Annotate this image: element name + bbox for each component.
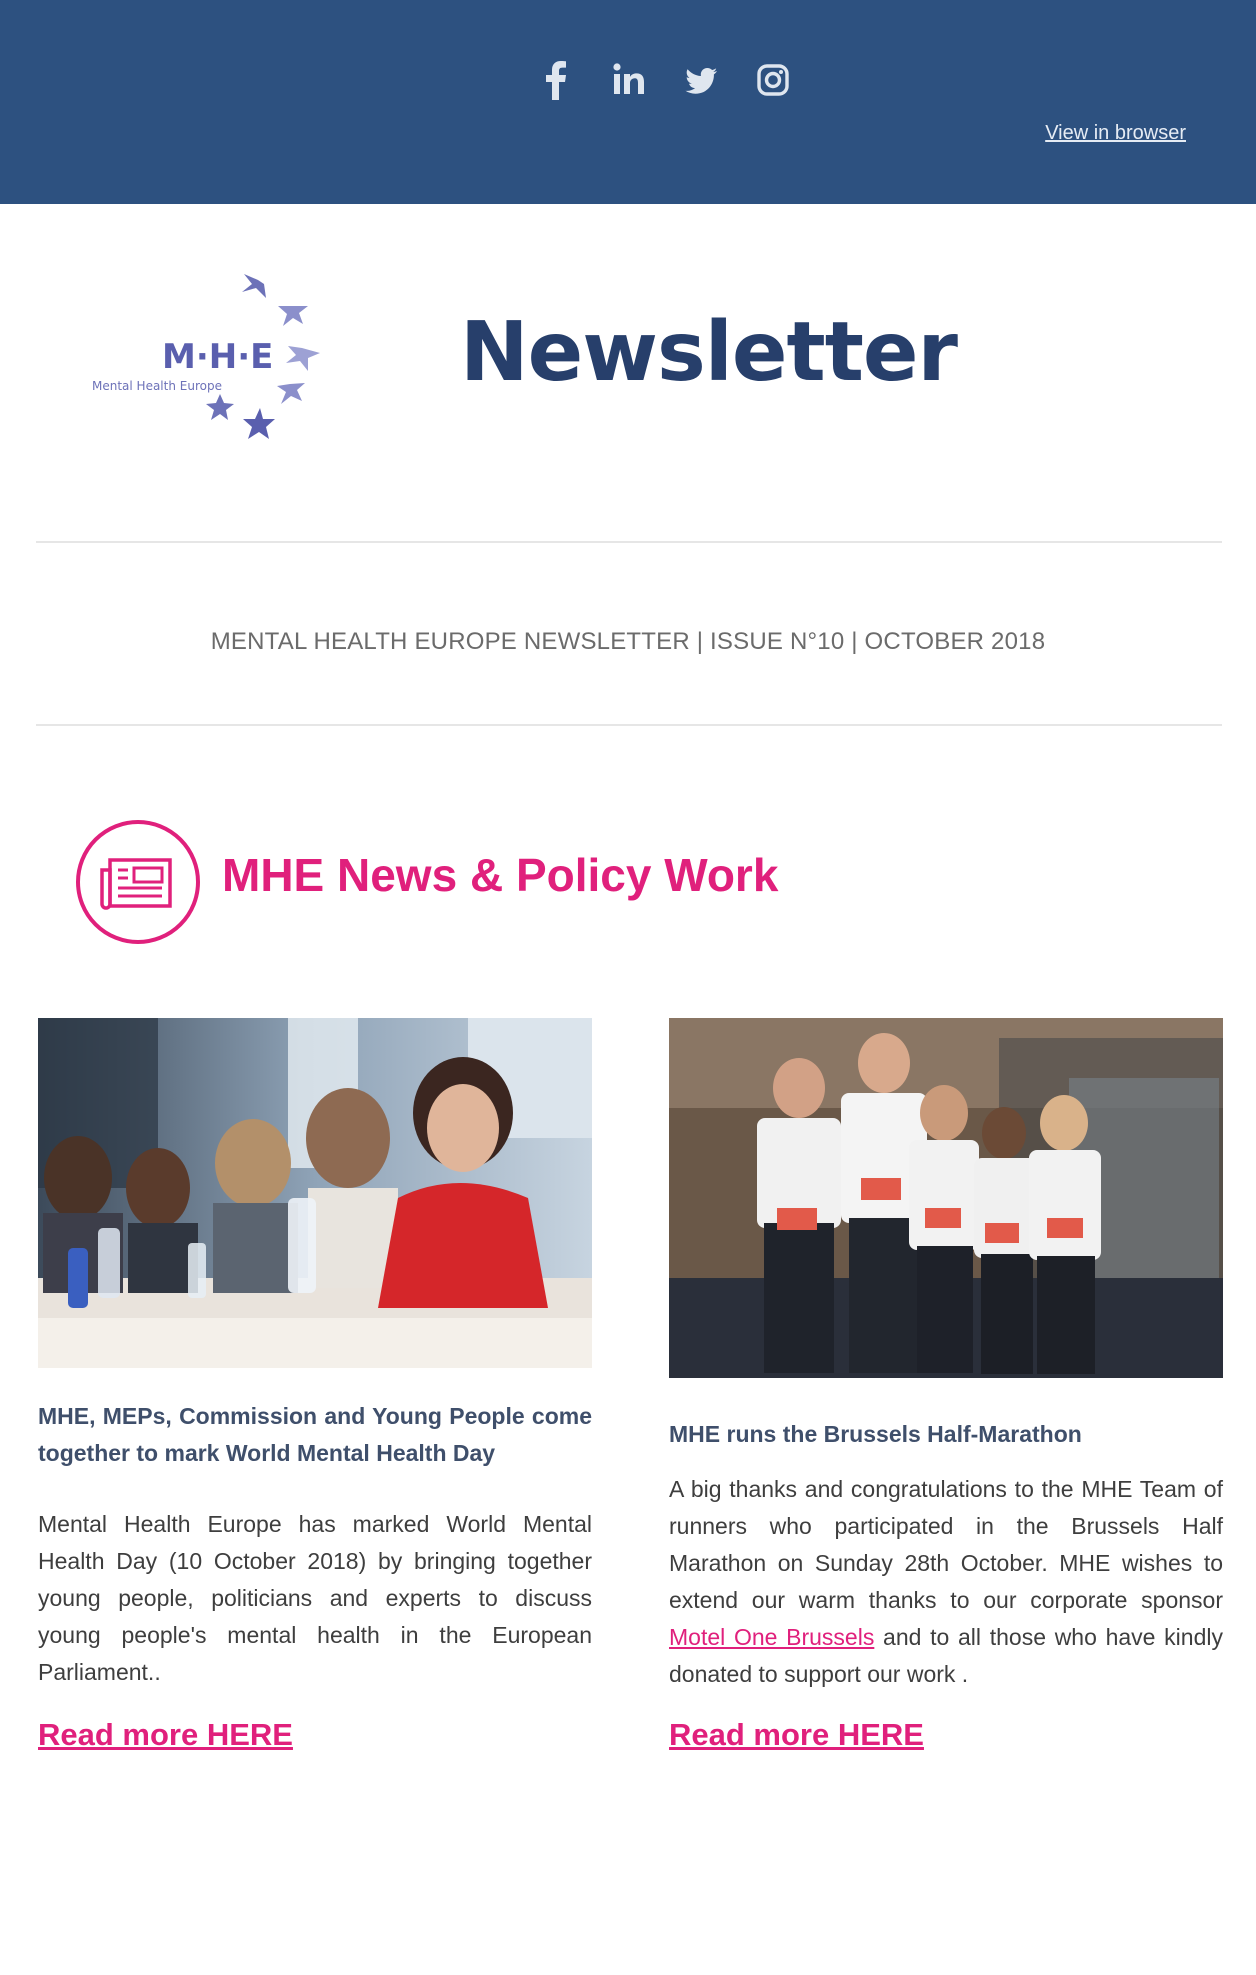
read-more-link-2[interactable]: Read more HERE: [669, 1717, 924, 1752]
header-bar: [0, 0, 1256, 204]
instagram-icon: [756, 60, 790, 100]
article-title-1[interactable]: MHE, MEPs, Commission and Young People come together to mark World Mental Health Day: [38, 1403, 592, 1466]
divider-bottom: [36, 724, 1222, 726]
svg-text:Mental Health Europe: Mental Health Europe: [92, 379, 222, 393]
newsletter-title: Newsletter: [460, 305, 957, 400]
twitter-link[interactable]: [684, 60, 718, 100]
article-card-2: [669, 1018, 1223, 1753]
article-photo-1[interactable]: [38, 1018, 592, 1368]
twitter-icon: [684, 60, 718, 100]
article-title-2[interactable]: MHE runs the Brussels Half-Marathon: [669, 1421, 1082, 1447]
social-links: [540, 60, 790, 100]
article-body-2: [669, 1471, 1223, 1693]
read-more-link-1[interactable]: Read more HERE: [38, 1717, 293, 1752]
article-body-2-text-end: and to all those who have kindly donated to support our work .: [669, 1624, 1223, 1687]
issue-line: MENTAL HEALTH EUROPE NEWSLETTER | ISSUE N°10 | OCTOBER 2018: [210, 628, 1046, 655]
mhe-logo: [90, 270, 330, 440]
facebook-link[interactable]: [540, 60, 574, 100]
sponsor-link[interactable]: Motel One Brussels: [669, 1624, 875, 1650]
linkedin-link[interactable]: [612, 60, 646, 100]
svg-text:M·H·E: M·H·E: [162, 337, 274, 377]
mhe-logo-mark: [90, 270, 330, 440]
linkedin-icon: [612, 60, 646, 100]
facebook-icon: [540, 60, 574, 100]
article-body-1: Mental Health Europe has marked World Mental Health Day (10 October 2018) by bringing together young people, politicians and experts to discuss young people's mental health in the European Parliament..: [38, 1511, 592, 1685]
article-body-2-text: A big thanks and congratulations to the MHE Team of runners who participated in the Brussels Half Marathon on Sunday 28th October. MHE wishes to extend our warm thanks to our corporate sponsor: [669, 1476, 1223, 1613]
article-photo-2[interactable]: [669, 1018, 1223, 1378]
view-in-browser-link[interactable]: View in browser: [1045, 122, 1186, 144]
section-title: MHE News & Policy Work: [222, 849, 779, 901]
newspaper-icon: [74, 818, 202, 946]
divider-top: [36, 541, 1222, 543]
instagram-link[interactable]: [756, 60, 790, 100]
article-card-1: [38, 1018, 592, 1753]
